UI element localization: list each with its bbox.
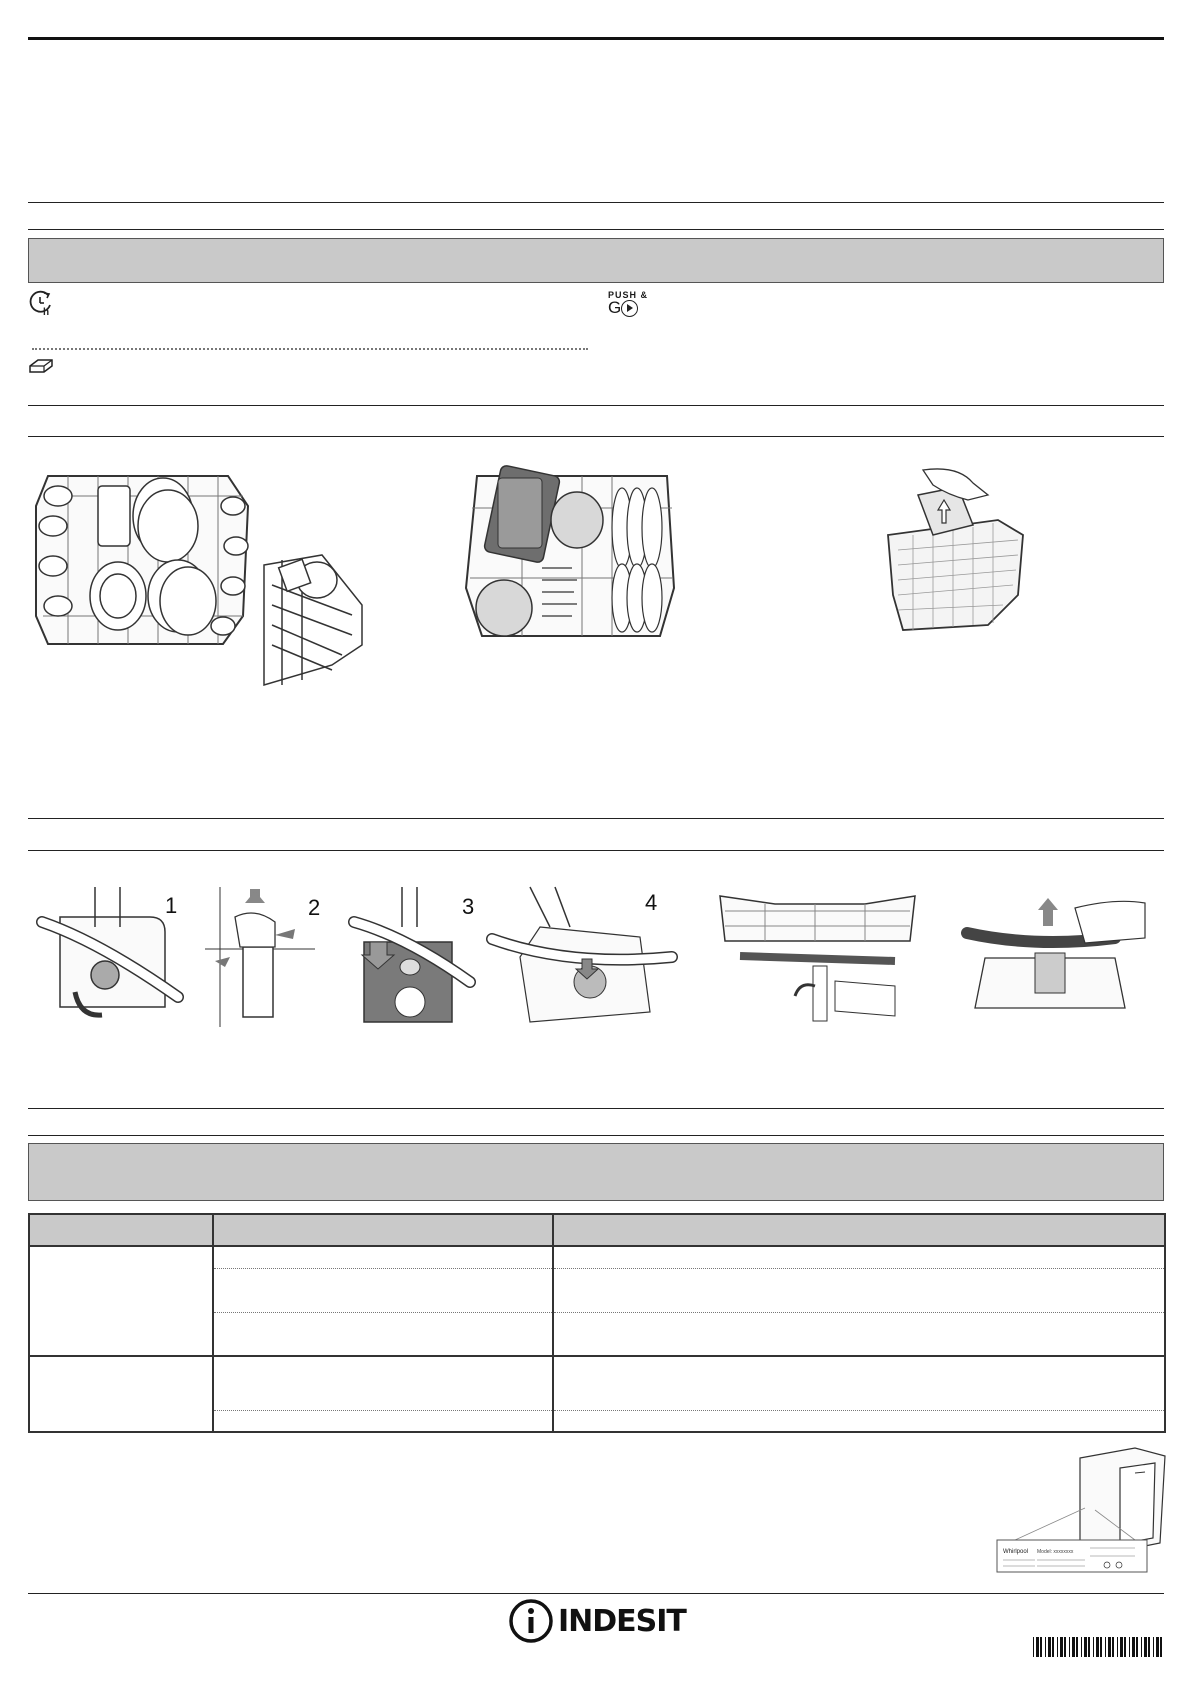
barcode-bar (1076, 1637, 1078, 1657)
divider (28, 850, 1164, 851)
step-number: 1 (165, 893, 178, 918)
table-row (29, 1246, 1165, 1268)
barcode-bar (1052, 1637, 1054, 1657)
barcode-bar (1153, 1637, 1154, 1657)
barcode-bar (1040, 1637, 1042, 1657)
table-header-cell (29, 1214, 213, 1246)
label-card-brand: Whirlpool (1003, 1549, 1029, 1555)
table-cell (213, 1268, 553, 1312)
divider (28, 405, 1164, 406)
upper-spray-arm-illustration (715, 886, 920, 1021)
barcode-bar (1141, 1637, 1142, 1657)
table-header-cell (553, 1214, 1165, 1246)
barcode-bar (1036, 1637, 1039, 1657)
svg-text:h: h (43, 307, 50, 318)
divider (28, 818, 1164, 819)
push-go-line1: PUSH & (608, 290, 649, 300)
label-card-model: Model: xxxxxxxx (1037, 1549, 1074, 1555)
barcode-bar (1081, 1637, 1082, 1657)
barcode-bar (1108, 1637, 1111, 1657)
barcode-bar (1093, 1637, 1094, 1657)
table-cell (553, 1268, 1165, 1312)
table-cell (553, 1312, 1165, 1356)
upper-basket-illustration (462, 468, 680, 648)
detergent-tablet-icon (28, 357, 54, 375)
table-cell (553, 1246, 1165, 1268)
table-cell (213, 1312, 553, 1356)
timer-hours-icon (28, 289, 56, 317)
brand-logo (508, 1596, 688, 1646)
barcode (1033, 1637, 1163, 1657)
troubleshooting-table (28, 1213, 1166, 1433)
barcode-bar (1105, 1637, 1106, 1657)
barcode-bar (1112, 1637, 1114, 1657)
divider (28, 1135, 1164, 1136)
brand-name: INDESIT (558, 1604, 686, 1639)
barcode-bar (1045, 1637, 1046, 1657)
step-1-illustration (40, 887, 180, 1027)
footer-divider (28, 1593, 1164, 1594)
rating-plate-location-illustration (995, 1448, 1165, 1576)
lower-basket-illustration (28, 466, 258, 656)
basket-detail-illustration (262, 555, 367, 690)
brand-logo-mark (508, 1598, 554, 1644)
step-number: 4 (645, 890, 658, 915)
barcode-bar (1156, 1637, 1159, 1657)
table-header-row (29, 1214, 1165, 1246)
play-icon (621, 300, 638, 317)
divider (28, 436, 1164, 437)
table-cell (213, 1246, 553, 1268)
barcode-bar (1117, 1637, 1118, 1657)
step-number: 2 (308, 895, 321, 920)
barcode-bar (1129, 1637, 1130, 1657)
section-header-bar (28, 238, 1164, 283)
table-cell (213, 1356, 553, 1410)
barcode-bar (1132, 1637, 1135, 1657)
barcode-bar (1072, 1637, 1075, 1657)
barcode-bar (1148, 1637, 1150, 1657)
barcode-bar (1060, 1637, 1063, 1657)
barcode-bar (1160, 1637, 1162, 1657)
barcode-bar (1136, 1637, 1138, 1657)
top-rule (28, 37, 1164, 40)
barcode-bar (1064, 1637, 1066, 1657)
table-cell (553, 1410, 1165, 1432)
barcode-bar (1088, 1637, 1090, 1657)
table-cell (29, 1246, 213, 1356)
divider (28, 229, 1164, 230)
barcode-bar (1144, 1637, 1147, 1657)
divider (28, 202, 1164, 203)
dotted-divider (32, 348, 588, 350)
table-cell (29, 1356, 213, 1432)
step-2-illustration (205, 887, 315, 1027)
barcode-bar (1057, 1637, 1058, 1657)
section-header-bar (28, 1143, 1164, 1201)
barcode-bar (1048, 1637, 1051, 1657)
barcode-bar (1120, 1637, 1123, 1657)
barcode-bar (1124, 1637, 1126, 1657)
barcode-bar (1033, 1637, 1034, 1657)
barcode-bar (1096, 1637, 1099, 1657)
table-row (29, 1356, 1165, 1410)
step-3-illustration (352, 887, 475, 1027)
divider (28, 1108, 1164, 1109)
table-cell (553, 1356, 1165, 1410)
step-number: 3 (462, 894, 475, 919)
cutlery-basket-illustration (878, 465, 1028, 635)
push-go-line2 (608, 300, 652, 317)
barcode-bar (1100, 1637, 1102, 1657)
barcode-bar (1084, 1637, 1087, 1657)
lower-spray-arm-illustration (965, 898, 1150, 1016)
table-cell (213, 1410, 553, 1432)
push-go-g: G (608, 298, 622, 317)
barcode-bar (1069, 1637, 1070, 1657)
push-go-icon (608, 290, 652, 322)
table-header-cell (213, 1214, 553, 1246)
